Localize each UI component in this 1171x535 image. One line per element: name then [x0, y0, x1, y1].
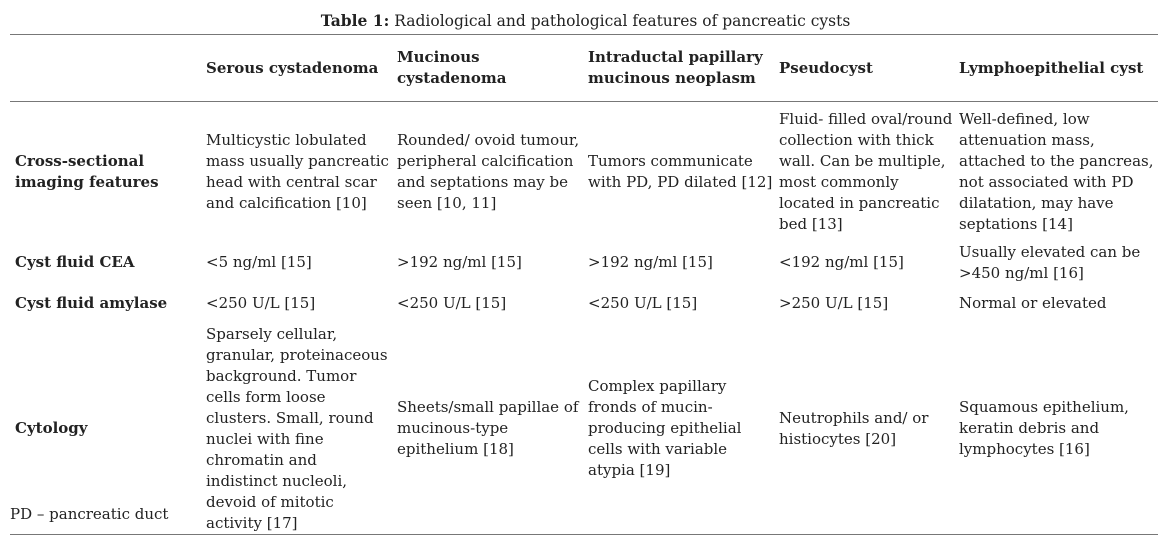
table-cell: Sheets/small papillae of mucinous-type epithelium [18] — [397, 398, 579, 458]
row-header: Cyst fluid CEA — [15, 253, 135, 271]
row-header: Cyst fluid amylase — [15, 294, 168, 312]
table-row — [10, 102, 1158, 242]
caption-text: Radiological and pathological features of pancreatic cysts — [389, 12, 851, 30]
column-header-empty — [10, 35, 201, 102]
caption-label: Table 1: — [320, 11, 390, 30]
table-cell: >192 ng/ml [15] — [588, 253, 713, 271]
table-cell: <5 ng/ml [15] — [206, 253, 312, 271]
table-cell: <250 U/L [15] — [397, 294, 507, 312]
table-cell: Usually elevated can be >450 ng/ml [16] — [959, 242, 1141, 282]
column-header-ipmn: Intraductal papillary mucinous neoplasm — [588, 48, 763, 87]
table-cell: Fluid- filled oval/round collection with thick wall. Can be multiple, most commonly located in pancreatic bed [13] — [779, 109, 953, 233]
table-cell: >250 U/L [15] — [779, 294, 889, 312]
table-cell: Multicystic lobulated mass usually pancreatic head with central scar and calcification [10] — [206, 130, 389, 212]
row-header: Cross-sectional imaging features — [15, 151, 159, 191]
table-cell: Tumors communicate with PD, PD dilated [12] — [588, 151, 773, 191]
table-caption — [0, 12, 1171, 30]
column-header-pseudocyst: Pseudocyst — [779, 58, 873, 77]
column-header-lymphoepithelial-cyst: Lymphoepithelial cyst — [959, 58, 1144, 77]
table-cell: Sparsely cellular, granular, proteinaceous background. Tumor cells form loose clusters. Small, round nuclei with fine chromatin and indistinct nucleoli, devoid of mitotic activity [17] — [206, 324, 388, 532]
table-cell: Normal or elevated — [959, 294, 1107, 312]
table-cell: Squamous epithelium, keratin debris and lymphocytes [16] — [959, 398, 1129, 458]
column-header-mucinous-cystadenoma: Mucinous cystadenoma — [397, 48, 507, 87]
table-row — [10, 324, 1158, 535]
table-row — [10, 284, 1158, 324]
table-cell: Well-defined, low attenuation mass, attached to the pancreas, not associated with PD dilatation, may have septations [14] — [959, 109, 1154, 233]
table-cell: <250 U/L [15] — [588, 294, 698, 312]
pancreatic-cysts-table — [10, 34, 1158, 535]
table-cell: <250 U/L [15] — [206, 294, 316, 312]
table-footnote: PD – pancreatic duct — [10, 505, 169, 523]
table-cell: Rounded/ ovoid tumour, peripheral calcification and septations may be seen [10, 11] — [397, 130, 580, 212]
table-cell: Complex papillary fronds of mucin-producing epithelial cells with variable atypia [19] — [588, 377, 742, 479]
header-row — [10, 35, 1158, 102]
table-cell: Neutrophils and/ or histiocytes [20] — [779, 408, 929, 448]
table-row — [10, 242, 1158, 284]
table-cell: >192 ng/ml [15] — [397, 253, 522, 271]
column-header-serous-cystadenoma: Serous cystadenoma — [206, 58, 379, 77]
table-cell: <192 ng/ml [15] — [779, 253, 904, 271]
row-header: Cytology — [15, 419, 88, 437]
